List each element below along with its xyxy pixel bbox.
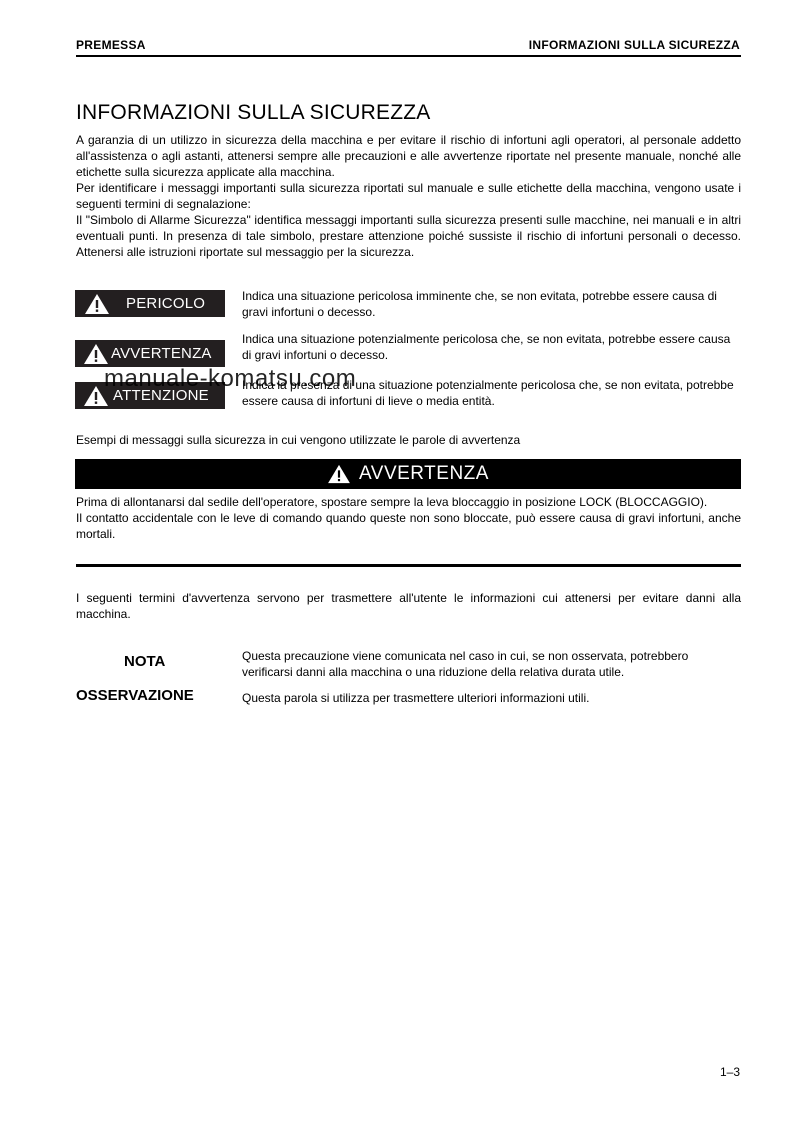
signal-description-avvertenza: Indica una situazione potenzialmente pericolosa che, se non evitata, potrebbe essere causa di gravi infortuni o decesso. (242, 332, 731, 362)
example-body (76, 494, 741, 542)
property-damage-text: I seguenti termini d'avvertenza servono per trasmettere all'utente le informazioni cui attenersi per evitare danni alla macchina. (76, 591, 741, 621)
warning-triangle-icon (83, 343, 109, 365)
signal-description-attenzione: Indica la presenza di una situazione potenzialmente pericolosa che, se non evitata, potrebbe essere causa di infortuni di lieve o media entità. (242, 378, 734, 408)
intro-paragraph-3: Il "Simbolo di Allarme Sicurezza" identifica messaggi importanti sulla sicurezza presenti sulle macchine, nei manuali e in altri eventuali punti. In presenza di tale simbolo, prestare attenzione poiché sussiste il rischio di infortuni personali o decesso. Attenersi alle istruzioni riportate sul messaggio per la sicurezza. (76, 213, 741, 259)
warning-triangle-icon (84, 293, 110, 315)
osservazione-label: OSSERVAZIONE (76, 687, 194, 704)
example-line-2: Il contatto accidentale con le leve di comando quando queste non sono bloccate, può essere causa di gravi infortuni, anche mortali. (76, 511, 741, 541)
watermark: manuale-komatsu.com (104, 365, 357, 392)
header-rule (76, 55, 741, 57)
example-caption: Esempi di messaggi sulla sicurezza in cui vengono utilizzate le parole di avvertenza (76, 433, 521, 447)
warning-triangle-icon (327, 464, 351, 484)
signal-badge-pericolo (75, 290, 225, 317)
signal-badge-attenzione (75, 382, 225, 409)
intro-paragraph-2: Per identificare i messaggi importanti sulla sicurezza riportati sul manuale e sulle etichette della macchina, vengono usate i seguenti termini di segnalazione: (76, 181, 741, 211)
warning-triangle-icon (83, 385, 109, 407)
example-bottom-rule (76, 564, 741, 567)
header-section: PREMESSA (76, 38, 146, 52)
example-bar-label: AVVERTENZA (359, 463, 489, 484)
example-line-1: Prima di allontanarsi dal sedile dell'operatore, spostare sempre la leva bloccaggio in posizione LOCK (BLOCCAGGIO). (76, 495, 708, 509)
signal-badge-label: AVVERTENZA (111, 345, 212, 362)
header-chapter: INFORMAZIONI SULLA SICUREZZA (528, 38, 740, 52)
signal-badge-label: ATTENZIONE (113, 387, 209, 404)
nota-description: Questa precauzione viene comunicata nel caso in cui, se non osservata, potrebbero verificarsi danni alla macchina o una riduzione della relativa durata utile. (242, 649, 689, 679)
signal-description-pericolo: Indica una situazione pericolosa imminente che, se non evitata, potrebbe essere causa di gravi infortuni o decesso. (242, 289, 717, 319)
intro-paragraph-1: A garanzia di un utilizzo in sicurezza della macchina e per evitare il rischio di infortuni agli operatori, al personale addetto all'assistenza o agli astanti, attenersi sempre alle precauzioni e alle avvertenze riportate nel presente manuale, nonché alle etichette sulla sicurezza applicate alla macchina. (76, 133, 741, 179)
page-title: INFORMAZIONI SULLA SICUREZZA (76, 101, 431, 124)
nota-label: NOTA (124, 653, 166, 670)
example-warning-bar (75, 459, 741, 489)
osservazione-description: Questa parola si utilizza per trasmettere ulteriori informazioni utili. (242, 691, 590, 705)
signal-badge-avvertenza (75, 340, 225, 367)
intro-text (76, 132, 741, 260)
signal-badge-label: PERICOLO (126, 295, 206, 312)
page-number: 1–3 (719, 1065, 740, 1079)
